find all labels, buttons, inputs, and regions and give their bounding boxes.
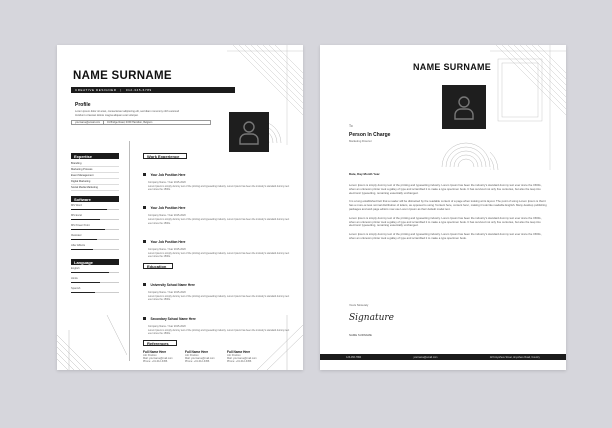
- language-list: [71, 267, 119, 297]
- skill-bar: [71, 239, 119, 240]
- software-item: [71, 214, 119, 224]
- reference-role: Job Position: [143, 354, 157, 358]
- language-heading: Language: [71, 259, 119, 265]
- job-description: Lorem Ipsum is simply dummy text of the printing and typesetting industry. Lorem Ipsum has been the industry's standard dummy text ever since the 1500s.: [148, 185, 290, 192]
- skill-bar-fill: [71, 239, 97, 240]
- resume-job-title: CREATIVE DESIGNER: [75, 88, 117, 92]
- to-label: To: [349, 124, 353, 128]
- reference-email: Mail: yourname@mail.com: [227, 357, 257, 361]
- skill-bar: [71, 292, 119, 293]
- expertise-heading: Expertise: [71, 153, 119, 159]
- software-item: [71, 234, 119, 244]
- job-company: Company Name / Year 2015-2020: [148, 214, 186, 218]
- expertise-item: Digital Marketing: [71, 179, 119, 185]
- job-title: Your Job Position Here: [150, 173, 186, 177]
- job-entry: [143, 230, 293, 258]
- expertise-item: Marketing Process: [71, 167, 119, 173]
- reference-name: Full Name Here: [185, 350, 209, 355]
- school-description: Lorem Ipsum is simply dummy text of the printing and typesetting industry. Lorem Ipsum has been the industry's standard dummy text ever since the 1500s.: [148, 328, 290, 335]
- work-heading: Work Experience: [143, 153, 187, 159]
- geometric-lines-bottom-right: [257, 315, 303, 370]
- reference-phone: Phone: +01-012-3456: [185, 360, 210, 364]
- job-title: Your Job Position Here: [150, 239, 186, 244]
- reference-card: [185, 350, 223, 363]
- references-heading: References: [143, 340, 177, 346]
- job-entry: [143, 196, 293, 224]
- skill-bar-fill: [71, 282, 100, 283]
- letter-footer: [320, 354, 566, 360]
- language-item: [71, 277, 119, 287]
- job-description: Lorem Ipsum is simply dummy text of the printing and typesetting industry. Lorem Ipsum has been the industry's standard dummy text ever since the 1500s.: [148, 251, 290, 259]
- letter-paragraph: Lorem Ipsum is simply dummy text of the printing and typesetting industry. Lorem Ipsum has been the industry's standard dummy text ever since the 1500s, when an unknown printer took a galley of type and scrambled it to make a type specimen book. It has survived not only five centuries, but also the leap into electronic typesetting, remaining essentially unchanged.: [349, 183, 542, 195]
- user-icon: [238, 119, 260, 145]
- footer-address: 123 Anywhere Street, Anywhere Road, Country: [489, 355, 540, 359]
- reference-name: Full Name Here: [143, 350, 167, 355]
- skill-bar: [71, 282, 119, 283]
- software-label: Illustrator: [71, 234, 82, 237]
- profile-photo: [229, 112, 269, 152]
- software-label: MS Excel: [71, 214, 82, 217]
- language-label: Spanish: [71, 287, 81, 290]
- resume-name: NAME SURNAME: [73, 70, 172, 82]
- profile-section: [75, 102, 187, 117]
- skill-bar: [71, 209, 119, 210]
- language-label: Hindu: [71, 277, 78, 280]
- user-icon: [453, 94, 475, 120]
- job-company: Company Name / Year 2015-2020: [148, 247, 186, 251]
- reference-phone: Phone: +01-012-3456: [227, 360, 252, 364]
- school-year: Company Name / Year 2015-2020: [148, 291, 186, 295]
- contact-email: yourname@email.com: [72, 121, 104, 124]
- cover-letter-page: [320, 45, 566, 370]
- contact-strip: [71, 120, 211, 125]
- profile-text: Lorem ipsum dolor sit amet, consectetuer adipiscing elit, sed diam nonummy nibh euismod tincidunt ut laoreet dolore magna aliquam erat volutpat.: [75, 110, 180, 117]
- letter-paragraph: It is a long established fact that a reader will be distracted by the readable content of a page when looking at its layout. The point of using Lorem Ipsum is that it has a more-or-less normal distribution of letters, as opposed to using 'Content here, content here', making it look like readable English. Many desktop publishing packages and web page editors now use Lorem Ipsum as their default model text.: [349, 199, 547, 211]
- letter-body: [349, 184, 547, 241]
- school-description: Lorem Ipsum is simply dummy text of the printing and typesetting industry. Lorem Ipsum has been the industry's standard dummy text ever since the 1500s.: [148, 295, 290, 302]
- reference-phone: Phone: +01-012-3456: [143, 360, 168, 364]
- school-year: Company Name / Year 2015-2020: [148, 324, 186, 328]
- footer-email: yourname@email.com: [413, 355, 438, 359]
- reference-role: Job Position: [185, 354, 199, 358]
- reference-name: Full Name Here: [227, 350, 251, 355]
- skill-bar-fill: [71, 272, 109, 273]
- software-heading: Software: [71, 196, 119, 202]
- skill-bar: [71, 219, 119, 220]
- expertise-item: Branding: [71, 161, 119, 167]
- bullet-icon: [143, 283, 146, 286]
- geometric-lines-decoration: [490, 45, 566, 170]
- concentric-arcs-decoration: [438, 133, 494, 168]
- software-item: [71, 244, 119, 254]
- recipient-name: Person In Charge: [349, 132, 391, 138]
- skill-bar-fill: [71, 209, 107, 210]
- profile-photo: [442, 85, 486, 129]
- language-item: [71, 287, 119, 297]
- resume-page: [57, 45, 303, 370]
- job-company: Company Name / Year 2015-2020: [148, 181, 186, 184]
- reference-role: Job Position: [227, 354, 241, 358]
- geometric-corner-decoration: [57, 315, 127, 370]
- language-label: English: [71, 267, 80, 270]
- reference-email: Mail: yourname@mail.com: [185, 357, 215, 361]
- column-divider: [129, 141, 130, 361]
- software-label: MS Word: [71, 204, 82, 207]
- job-title: Your Job Position Here: [150, 206, 186, 211]
- letter-paragraph: Lorem Ipsum is simply dummy text of the printing and typesetting industry. Lorem Ipsum has been the industry's standard dummy text ever since the 1500s, when an unknown printer took a galley of type and scrambled it to make a type specimen book. It has survived not only five centuries, but also the leap into electronic typesetting, remaining essentially unchanged.: [349, 215, 542, 228]
- recipient-role: Marketing Director: [349, 139, 372, 143]
- closing-text: Yours Sincerely: [349, 303, 369, 307]
- software-item: [71, 224, 119, 234]
- signature: Signature: [349, 313, 395, 323]
- letter-name: NAME SURNAME: [413, 62, 492, 72]
- bullet-icon: [143, 317, 146, 320]
- school-title: Secondary School Name Here: [150, 316, 196, 321]
- school-title: University School Name Here: [150, 283, 195, 288]
- skill-bar-fill: [71, 219, 100, 220]
- education-entry: [143, 273, 293, 301]
- education-heading: Education: [143, 263, 173, 269]
- letter-paragraph: Lorem Ipsum is simply dummy text of the printing and typesetting industry. Lorem Ipsum has been the industry's standard dummy text ever since the 1500s, when an unknown printer took a galley of type and scrambled it to make a type specimen book.: [349, 232, 542, 240]
- job-description: Lorem Ipsum is simply dummy text of the printing and typesetting industry. Lorem Ipsum has been the industry's standard dummy text ever since the 1500s.: [148, 218, 290, 225]
- skill-bar: [71, 229, 119, 230]
- skill-bar-fill: [71, 229, 105, 230]
- resume-phone: 012-345-6789: [125, 88, 152, 92]
- software-label: After Effects: [71, 244, 86, 247]
- job-entry: [143, 163, 293, 191]
- resume-title-bar: CREATIVE DESIGNER | 012-345-6789: [71, 87, 235, 93]
- bullet-icon: [143, 206, 146, 209]
- skill-bar: [71, 249, 119, 250]
- software-item: [71, 204, 119, 214]
- contact-address: 01 Bridge Road, 0159 Hamilton, Belgium: [107, 121, 153, 124]
- profile-heading: Profile: [75, 102, 91, 108]
- signer-name: NAME SURNAME: [349, 333, 372, 337]
- reference-email: Mail: yourname@mail.com: [143, 357, 173, 361]
- software-list: [71, 204, 119, 254]
- bullet-icon: [143, 173, 146, 176]
- expertise-item: Event Management: [71, 173, 119, 179]
- footer-phone: 123-456-7890: [346, 355, 362, 359]
- expertise-item: Social Media Marketing: [71, 185, 119, 191]
- left-column: [71, 153, 119, 297]
- letter-date: Date, Day Month Year: [349, 172, 380, 176]
- skill-bar-fill: [71, 249, 93, 250]
- software-label: MS Power Point: [71, 224, 90, 227]
- language-item: [71, 267, 119, 277]
- bullet-icon: [143, 240, 146, 243]
- recipient-block: [349, 124, 390, 143]
- reference-card: [143, 350, 181, 363]
- skill-bar: [71, 272, 119, 273]
- skill-bar-fill: [71, 292, 95, 293]
